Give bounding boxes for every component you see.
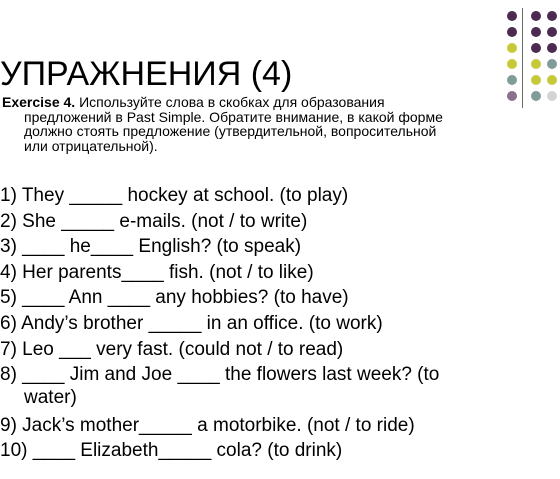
exercise-item-8-line-1: 8) ____ Jim and Joe ____ the flowers last week? (to [0, 364, 440, 386]
instruction-line-3: должно стоять предложение (утвердительной, вопросительной [24, 123, 437, 139]
exercise-list [0, 183, 540, 464]
instruction-line-2: предложений в Past Simple. Обратите внимание, в какой форме [24, 108, 443, 125]
exercise-item-7: 7) Leo ___ very fast. (could not / to read) [0, 338, 344, 360]
decorative-dot [507, 59, 517, 69]
exercise-item-8-line-2: water) [24, 386, 77, 408]
decorative-dot [547, 91, 557, 101]
decorative-dot [507, 75, 517, 85]
exercise-item-4: 4) Her parents____ fish. (not / to like) [0, 261, 314, 283]
decorative-dot [531, 75, 541, 85]
decorative-dot [547, 11, 557, 21]
exercise-instruction [2, 95, 537, 153]
decorative-dot [507, 43, 517, 53]
decorative-dot [547, 59, 557, 69]
decorative-dot [507, 27, 517, 37]
decorative-dot [547, 27, 557, 37]
decorative-dot [531, 59, 541, 69]
decorative-dot [531, 27, 541, 37]
exercise-item-6: 6) Andy’s brother _____ in an office. (to work) [0, 312, 383, 334]
decorative-dot [547, 75, 557, 85]
page-title: УПРАЖНЕНИЯ (4) [0, 55, 293, 93]
exercise-label: Exercise 4. [2, 94, 76, 110]
exercise-item-5: 5) ____ Ann ____ any hobbies? (to have) [0, 287, 349, 309]
decorative-dot-grid [504, 8, 560, 108]
decorative-dot [531, 43, 541, 53]
exercise-item-3: 3) ____ he____ English? (to speak) [0, 236, 302, 258]
exercise-item-9: 9) Jack’s mother_____ a motorbike. (not / to ride) [0, 414, 415, 436]
decorative-dot [507, 11, 517, 21]
exercise-item-8 [0, 362, 540, 407]
decorative-vertical-line [522, 8, 523, 108]
exercise-item-10: 10) ____ Elizabeth_____ cola? (to drink) [0, 440, 343, 462]
decorative-dot [531, 11, 541, 21]
instruction-line-1: Используйте слова в скобках для образования [79, 94, 385, 110]
exercise-item-2: 2) She _____ e-mails. (not / to write) [0, 210, 308, 232]
exercise-item-1: 1) They _____ hockey at school. (to play) [0, 185, 349, 206]
decorative-dot [547, 43, 557, 53]
instruction-line-4: или отрицательной). [24, 137, 158, 154]
